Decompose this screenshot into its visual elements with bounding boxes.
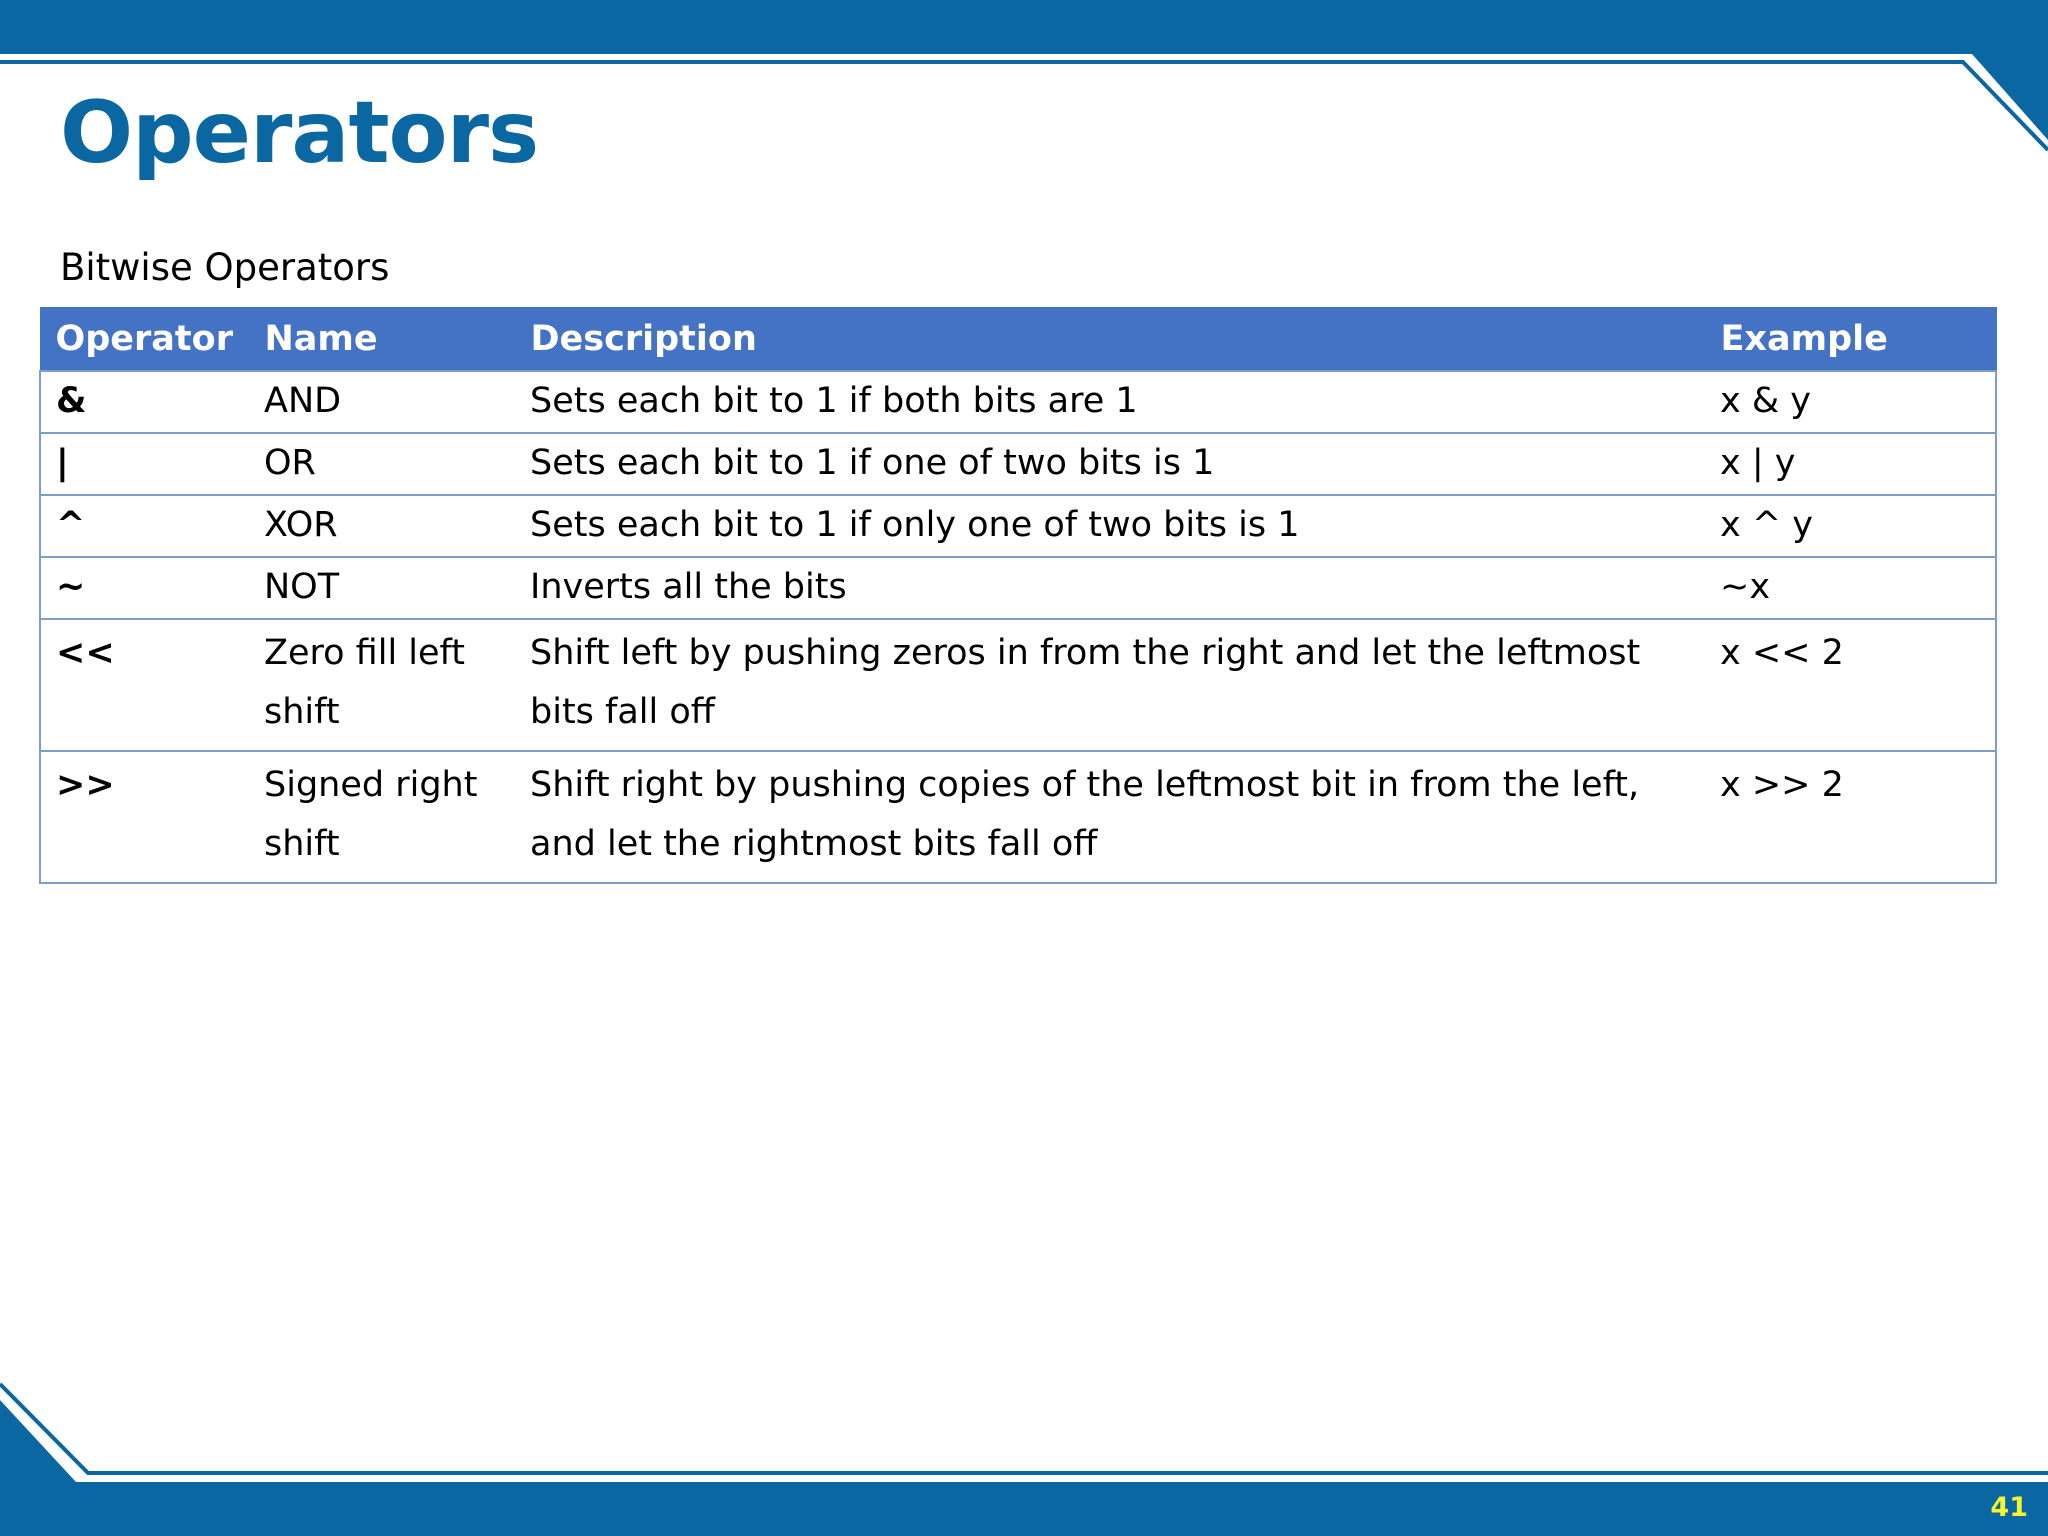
table-row	[40, 619, 1996, 751]
table-row	[40, 495, 1996, 557]
example-cell: ~x	[1705, 557, 1996, 619]
table-row	[40, 751, 1996, 883]
description-cell: Sets each bit to 1 if both bits are 1	[515, 371, 1705, 433]
operator-cell: |	[40, 433, 249, 495]
name-cell: AND	[249, 371, 515, 433]
name-cell: OR	[249, 433, 515, 495]
description-cell: Shift left by pushing zeros in from the right and let the leftmost bits fall off	[515, 619, 1705, 751]
example-cell: x >> 2	[1705, 751, 1996, 883]
example-cell: x ^ y	[1705, 495, 1996, 557]
table-row	[40, 371, 1996, 433]
description-cell: Sets each bit to 1 if one of two bits is 1	[515, 433, 1705, 495]
description-cell: Shift right by pushing copies of the leftmost bit in from the left, and let the rightmost bits fall off	[515, 751, 1705, 883]
operator-cell: <<	[40, 619, 249, 751]
operator-cell: &	[40, 371, 249, 433]
bottom-band	[0, 1400, 2048, 1536]
example-cell: x | y	[1705, 433, 1996, 495]
description-cell: Inverts all the bits	[515, 557, 1705, 619]
bitwise-operators-table	[39, 307, 1997, 884]
example-cell: x << 2	[1705, 619, 1996, 751]
name-cell: NOT	[249, 557, 515, 619]
name-cell: Zero fill left shift	[249, 619, 515, 751]
description-cell: Sets each bit to 1 if only one of two bits is 1	[515, 495, 1705, 557]
operator-cell: ^	[40, 495, 249, 557]
name-cell: XOR	[249, 495, 515, 557]
operator-cell: ~	[40, 557, 249, 619]
table-row	[40, 433, 1996, 495]
header-name: Name	[249, 308, 515, 372]
header-operator: Operator	[40, 308, 249, 372]
example-cell: x & y	[1705, 371, 1996, 433]
table-caption: Bitwise Operators	[60, 246, 390, 289]
table-header-row	[40, 308, 1996, 372]
page-number: 41	[1990, 1492, 2028, 1523]
slide-title: Operators	[60, 83, 539, 183]
name-cell: Signed right shift	[249, 751, 515, 883]
header-description: Description	[515, 308, 1705, 372]
header-example: Example	[1705, 308, 1996, 372]
table-row	[40, 557, 1996, 619]
bottom-accent-line	[0, 1384, 2048, 1473]
operator-cell: >>	[40, 751, 249, 883]
